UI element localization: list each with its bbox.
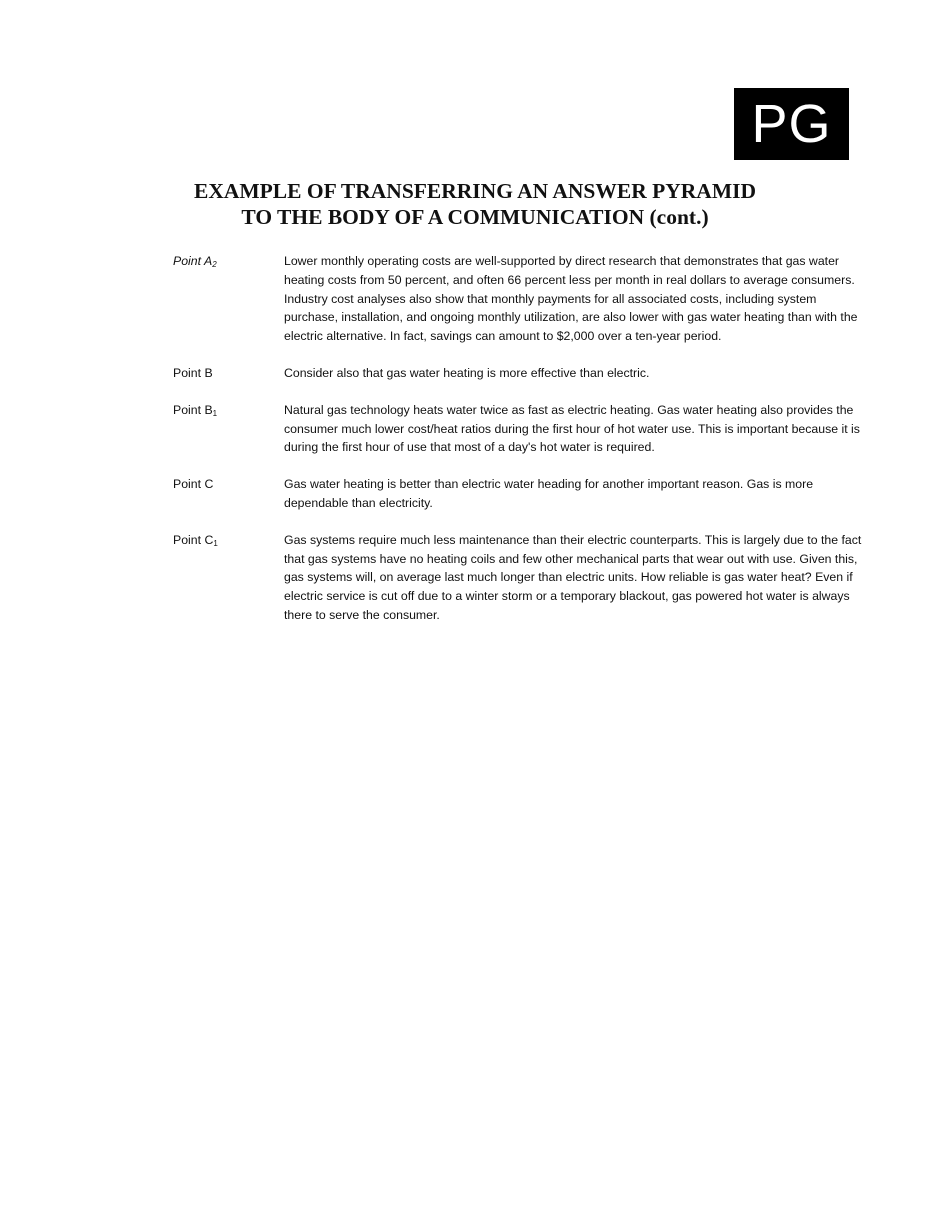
point-label: Point $B_1$ [173,402,218,418]
point-label: Point B [173,365,213,380]
point-label: Point $A_2$ [173,254,217,269]
point-label: Point $C_1$ [173,532,218,548]
section-badge: PG [734,88,849,160]
point-text: Gas water heating is better than electric water heading for another important reason. Gas is more dependable than electricity. [284,477,814,510]
point-text: Gas systems require much less maintenance than their electric counterparts. This is largely due to the fact that gas systems have no heating coils and few other mechanical parts that wear out with use. Given this, gas systems will, on average last much longer than electric units. How reliable is gas water heat? Even if electric service is cut off due to a winter storm or a temporary blackout, gas powered hot water is always there to serve the consumer. [284,532,862,622]
point-text: Lower monthly operating costs are well-supported by direct research that demonstrates that gas water heating costs from 50 percent, and often 66 percent less per month in real dollars to average consumers. Industry cost analyses also show that monthly payments for all associated costs, including system purchase, installation, and ongoing monthly utilization, are also lower with gas water heating than with the electric alternative. In fact, savings can amount to $2,000 over a ten-year period. [284,254,858,344]
point-row [173,252,863,346]
point-label: Point C [173,477,214,492]
point-text: Consider also that gas water heating is more effective than electric. [284,365,650,380]
point-row [173,531,863,625]
points-list [173,252,863,643]
page-title [100,178,850,230]
point-row [173,401,863,457]
page-title-line-1: EXAMPLE OF TRANSFERRING AN ANSWER PYRAMID [193,179,757,203]
page-title-line-2: TO THE BODY OF A COMMUNICATION (cont.) [241,205,709,229]
point-row [173,364,863,383]
point-row [173,475,863,513]
point-text: Natural gas technology heats water twice as fast as electric heating. Gas water heating also provides the consumer much lower cost/heat ratios during the first hour of hot water use. This is important because it is during the first hour of use that most of a day's hot water is required. [284,402,860,455]
